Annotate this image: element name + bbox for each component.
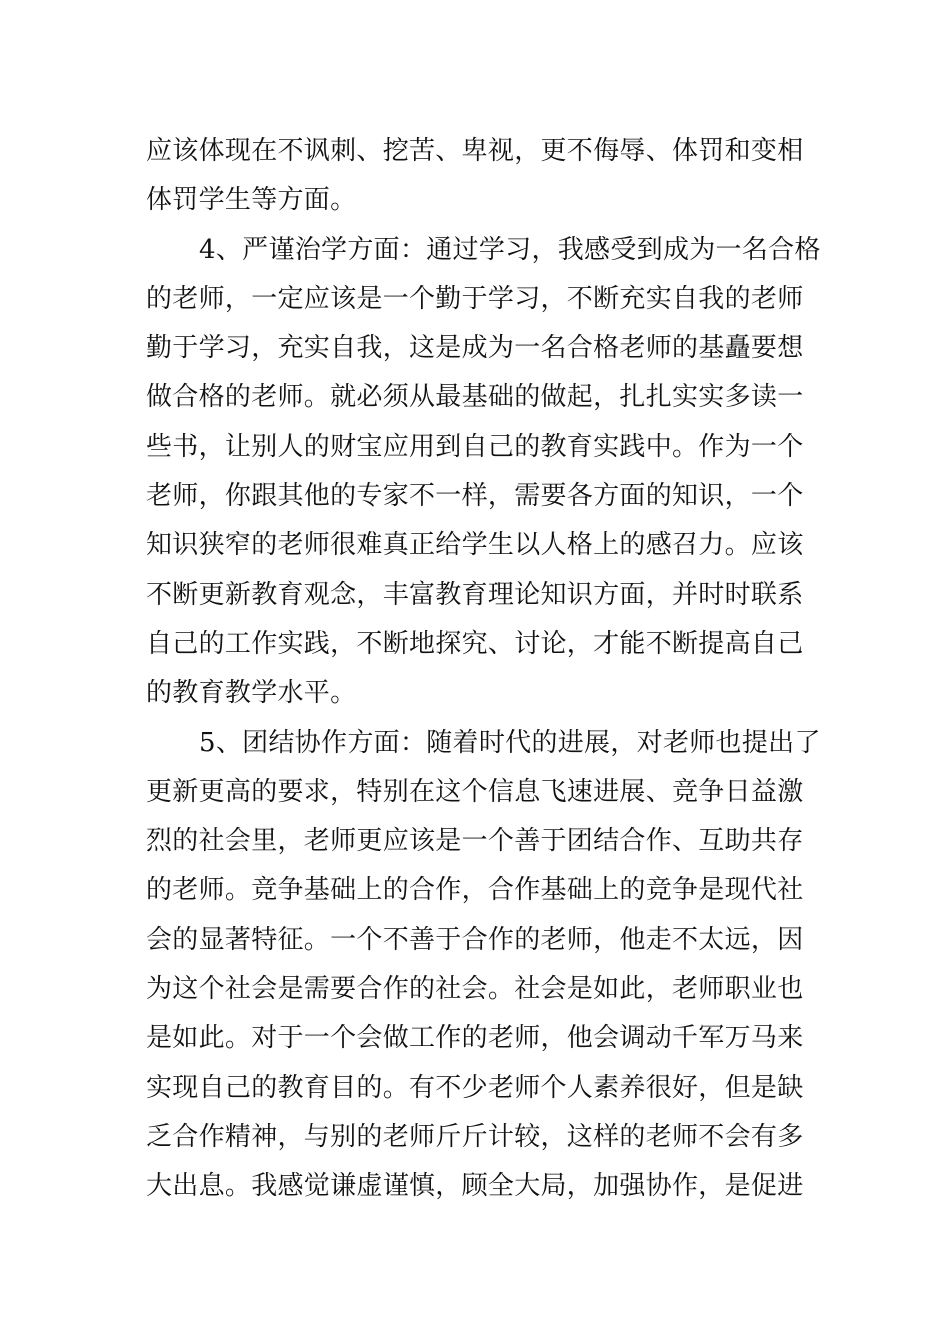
text-line: 是如此。对于一个会做工作的老师，他会调动千军万马来 <box>146 1023 804 1054</box>
text-line: 不断更新教育观念，丰富教育理论知识方面，并时时联系 <box>146 579 804 610</box>
text-line: 老师，你跟其他的专家不一样，需要各方面的知识，一个 <box>146 481 804 512</box>
text-line: 大出息。我感觉谦虚谨慎，顾全大局，加强协作，是促进 <box>146 1171 804 1202</box>
text-line: 的教育教学水平。 <box>146 678 357 709</box>
text-line: 自己的工作实践，不断地探究、讨论，才能不断提高自己 <box>146 628 804 659</box>
text-line: 应该体现在不讽刺、挖苦、卑视，更不侮辱、体罚和变相 <box>146 136 804 166</box>
text-line: 的老师。竞争基础上的合作，合作基础上的竞争是现代社 <box>146 875 804 906</box>
text-line: 的老师，一定应该是一个勤于学习，不断充实自我的老师 <box>146 283 804 314</box>
text-line: 实现自己的教育目的。有不少老师个人素养很好，但是缺 <box>146 1072 804 1103</box>
text-line: 更新更高的要求，特别在这个信息飞速进展、竞争日益激 <box>146 776 804 807</box>
document-body <box>146 127 821 1212</box>
text-line: 烈的社会里，老师更应该是一个善于团结合作、互助共存 <box>146 826 804 857</box>
text-line: 做合格的老师。就必须从最基础的做起，扎扎实实多读一 <box>146 382 804 413</box>
text-line: 知识狭窄的老师很难真正给学生以人格上的感召力。应该 <box>146 530 804 561</box>
paragraph-heading-line: 5、团结协作方面：随着时代的进展，对老师也提出了 <box>199 727 821 758</box>
text-line: 会的显著特征。一个不善于合作的老师，他走不太远，因 <box>146 924 804 955</box>
text-line: 乏合作精神，与别的老师斤斤计较，这样的老师不会有多 <box>146 1121 804 1152</box>
text-line: 勤于学习，充实自我，这是成为一名合格老师的基矗要想 <box>146 333 804 364</box>
text-line: 些书，让别人的财宝应用到自己的教育实践中。作为一个 <box>146 431 804 462</box>
text-line: 体罚学生等方面。 <box>146 185 357 216</box>
text-line: 为这个社会是需要合作的社会。社会是如此，老师职业也 <box>146 974 804 1005</box>
paragraph-heading-line: 4、严谨治学方面：通过学习，我感受到成为一名合格 <box>199 234 821 265</box>
